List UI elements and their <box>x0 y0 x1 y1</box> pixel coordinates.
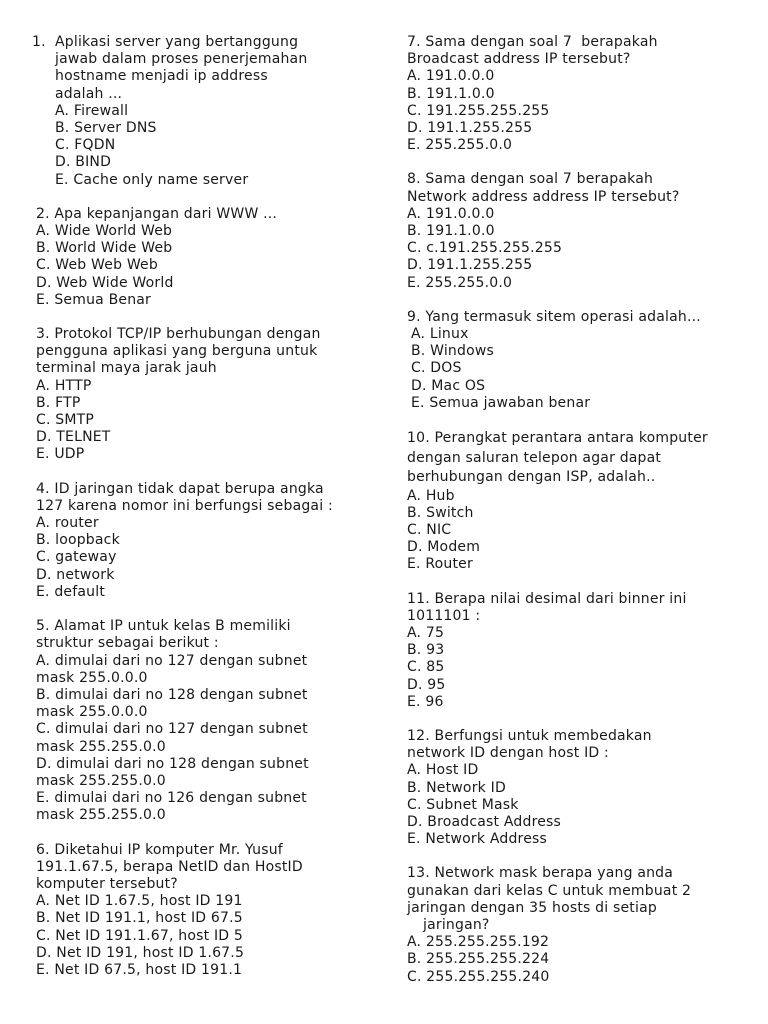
question-text: 3. Protokol TCP/IP berhubungan dengan <box>36 326 321 343</box>
question-12 <box>407 728 747 848</box>
question-text: dengan saluran telepon agar dapat <box>407 449 662 466</box>
answer-option: E. Semua Benar <box>36 291 152 308</box>
answer-option: A. dimulai dari no 127 dengan subnet <box>36 652 308 669</box>
answer-option: A. Firewall <box>55 102 129 119</box>
answer-option: D. Net ID 191, host ID 1.67.5 <box>36 944 245 961</box>
answer-option: E. Router <box>407 556 473 573</box>
answer-option: C. 255.255.255.240 <box>407 968 550 985</box>
answer-option: B. World Wide Web <box>36 240 173 257</box>
question-1 <box>32 34 366 189</box>
question-text: jawab dalam proses penerjemahan <box>55 51 308 68</box>
answer-option: mask 255.0.0.0 <box>36 669 148 686</box>
answer-option: C. Web Web Web <box>36 257 158 274</box>
question-text: 13. Network mask berapa yang anda <box>407 865 674 882</box>
question-4 <box>36 481 366 601</box>
answer-option: C. FQDN <box>55 137 116 154</box>
answer-option: A. HTTP <box>36 377 92 394</box>
question-9 <box>407 309 747 412</box>
question-number: 1. <box>32 34 46 50</box>
answer-option: D. Broadcast Address <box>407 814 562 831</box>
answer-option: D. Mac OS <box>411 377 486 394</box>
answer-option: B. 191.1.0.0 <box>407 85 495 102</box>
answer-option: E. dimulai dari no 126 dengan subnet <box>36 790 307 807</box>
answer-option: mask 255.255.0.0 <box>36 807 166 824</box>
answer-option: B. 255.255.255.224 <box>407 951 550 968</box>
answer-option: C. 191.255.255.255 <box>407 102 550 119</box>
answer-option: D. 95 <box>407 676 446 693</box>
answer-option: B. Network ID <box>407 779 506 796</box>
answer-option: D. Web Wide World <box>36 274 174 291</box>
answer-option: C. Net ID 191.1.67, host ID 5 <box>36 927 244 944</box>
question-text: 4. ID jaringan tidak dapat berupa angka <box>36 480 324 497</box>
answer-option: C. dimulai dari no 127 dengan subnet <box>36 721 308 738</box>
question-text: Aplikasi server yang bertanggung <box>55 34 299 50</box>
question-text: gunakan dari kelas C untuk membuat 2 <box>407 882 692 899</box>
answer-option: D. 191.1.255.255 <box>407 120 533 137</box>
question-11 <box>407 591 747 711</box>
answer-option: B. Windows <box>411 343 494 360</box>
question-7 <box>407 34 747 154</box>
answer-option: A. Net ID 1.67.5, host ID 191 <box>36 893 243 910</box>
question-text: terminal maya jarak jauh <box>36 360 217 377</box>
question-text: Network address address IP tersebut? <box>407 188 680 205</box>
answer-option: C. gateway <box>36 549 117 566</box>
answer-option: E. Semua jawaban benar <box>411 394 591 411</box>
answer-option: C. c.191.255.255.255 <box>407 240 563 257</box>
answer-option: A. Wide World Web <box>36 223 173 240</box>
answer-option: B. Net ID 191.1, host ID 67.5 <box>36 910 243 927</box>
question-3 <box>36 326 366 464</box>
question-text: 8. Sama dengan soal 7 berapakah <box>407 171 654 188</box>
answer-option: E. Cache only name server <box>55 171 249 188</box>
right-column <box>407 34 747 1003</box>
question-2 <box>36 206 366 309</box>
question-text: 6. Diketahui IP komputer Mr. Yusuf <box>36 841 283 858</box>
question-6 <box>36 842 366 980</box>
question-text: pengguna aplikasi yang berguna untuk <box>36 343 318 360</box>
question-text: Broadcast address IP tersebut? <box>407 51 631 68</box>
answer-option: mask 255.255.0.0 <box>36 772 166 789</box>
answer-option: A. 191.0.0.0 <box>407 68 495 85</box>
answer-option: D. 191.1.255.255 <box>407 257 533 274</box>
answer-option: A. 191.0.0.0 <box>407 205 495 222</box>
answer-option: D. TELNET <box>36 429 111 446</box>
answer-option: A. 75 <box>407 624 445 641</box>
answer-option: E. UDP <box>36 446 85 463</box>
answer-option: E. 255.255.0.0 <box>407 137 513 154</box>
answer-option: mask 255.255.0.0 <box>36 738 166 755</box>
question-text: 127 karena nomor ini berfungsi sebagai : <box>36 497 333 514</box>
question-text: 1011101 : <box>407 607 481 624</box>
question-text: struktur sebagai berikut : <box>36 635 219 652</box>
question-text: jaringan dengan 35 hosts di setiap <box>407 899 657 916</box>
question-10 <box>407 429 747 574</box>
answer-option: C. 85 <box>407 659 445 676</box>
question-text: 12. Berfungsi untuk membedakan <box>407 728 652 744</box>
answer-option: E. 255.255.0.0 <box>407 274 513 291</box>
answer-option: A. router <box>36 515 99 532</box>
answer-option: B. 191.1.0.0 <box>407 223 495 240</box>
answer-option: A. Linux <box>411 326 469 343</box>
question-5 <box>36 618 366 824</box>
answer-option: B. Server DNS <box>55 120 157 137</box>
answer-option: B. loopback <box>36 532 120 549</box>
answer-option: E. Net ID 67.5, host ID 191.1 <box>36 961 243 978</box>
answer-option: A. 255.255.255.192 <box>407 934 550 951</box>
question-text: komputer tersebut? <box>36 875 178 892</box>
answer-option: A. Host ID <box>407 762 479 779</box>
answer-option: D. network <box>36 566 115 583</box>
answer-option: C. DOS <box>411 360 462 377</box>
answer-option: E. 96 <box>407 693 444 710</box>
question-text: 9. Yang termasuk sitem operasi adalah... <box>407 308 701 325</box>
answer-option: B. dimulai dari no 128 dengan subnet <box>36 686 308 703</box>
answer-option: mask 255.0.0.0 <box>36 704 148 721</box>
answer-option: B. 93 <box>407 642 445 659</box>
answer-option: E. default <box>36 583 106 600</box>
question-text: hostname menjadi ip address <box>55 68 268 85</box>
question-text: network ID dengan host ID : <box>407 745 609 762</box>
answer-option: C. NIC <box>407 521 452 538</box>
question-text: 10. Perangkat perantara antara komputer <box>407 430 708 447</box>
answer-option: C. Subnet Mask <box>407 796 519 813</box>
answer-option: D. Modem <box>407 539 481 556</box>
answer-option: B. FTP <box>36 394 81 411</box>
left-column <box>32 34 366 996</box>
answer-option: D. BIND <box>55 154 112 171</box>
question-text: 5. Alamat IP untuk kelas B memiliki <box>36 618 291 635</box>
question-text: 2. Apa kepanjangan dari WWW ... <box>36 205 278 222</box>
answer-option: D. dimulai dari no 128 dengan subnet <box>36 755 309 772</box>
question-8 <box>407 171 747 291</box>
question-text: 11. Berapa nilai desimal dari binner ini <box>407 590 687 607</box>
question-text: berhubungan dengan ISP, adalah.. <box>407 469 656 486</box>
question-text: adalah ... <box>55 85 123 102</box>
question-text: 191.1.67.5, berapa NetID dan HostID <box>36 858 303 875</box>
answer-option: C. SMTP <box>36 412 95 429</box>
answer-option: E. Network Address <box>407 831 548 848</box>
answer-option: A. Hub <box>407 487 455 504</box>
answer-option: B. Switch <box>407 504 474 521</box>
question-13 <box>407 865 747 985</box>
question-text: jaringan? <box>423 917 490 934</box>
question-text: 7. Sama dengan soal 7 berapakah <box>407 34 658 50</box>
